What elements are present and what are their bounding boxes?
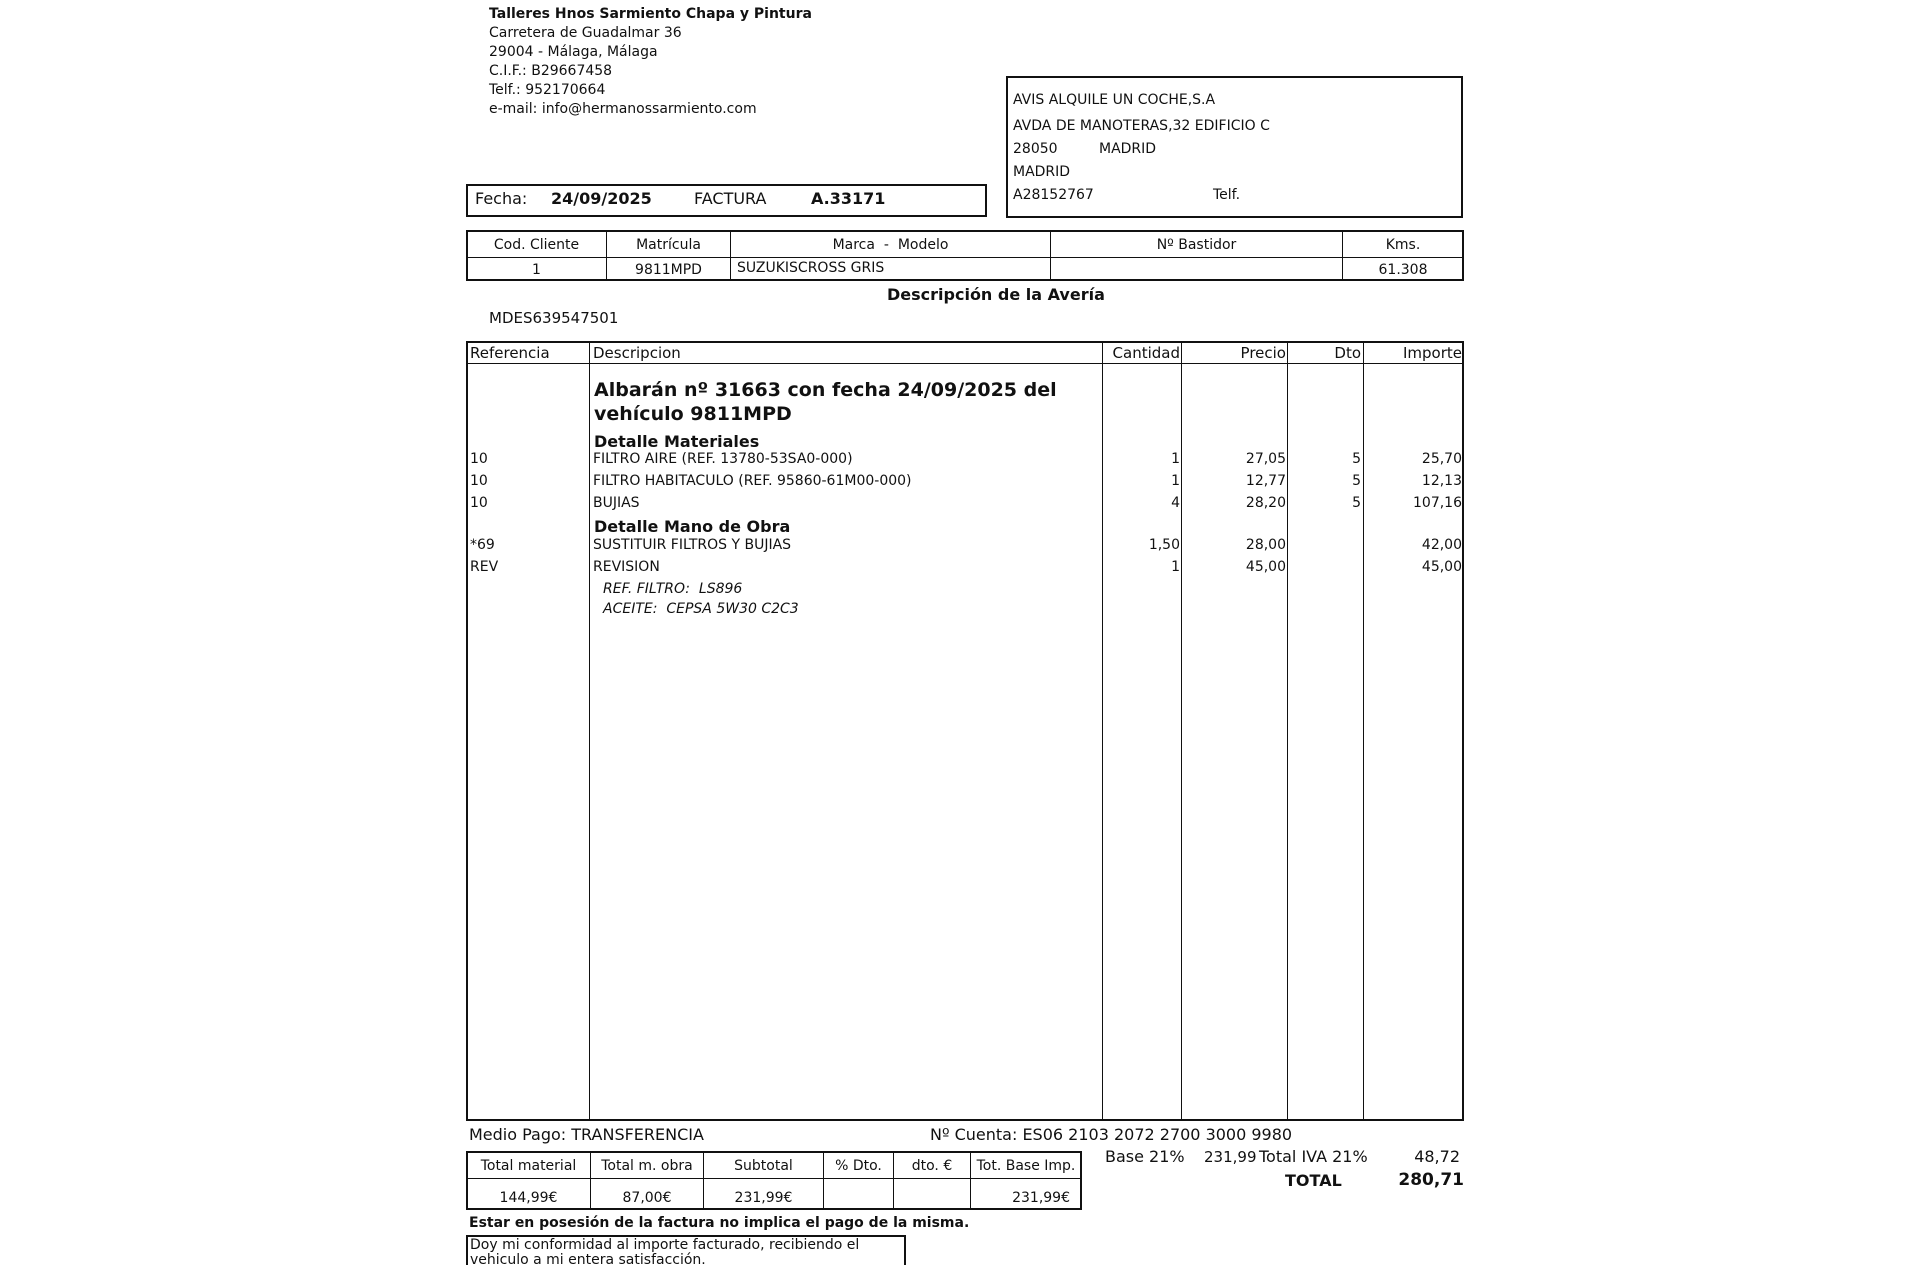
- vehicle-client-code: 1: [532, 262, 541, 278]
- totals-header-tax-base: Tot. Base Imp.: [976, 1158, 1076, 1174]
- totals-subtotal: 231,99€: [734, 1190, 793, 1206]
- totals-labor: 87,00€: [622, 1190, 672, 1206]
- company-name: Talleres Hnos Sarmiento Chapa y Pintura: [489, 6, 812, 22]
- invoice-date: 24/09/2025: [551, 189, 652, 208]
- invoice-date-label: Fecha:: [475, 189, 528, 208]
- totals-material: 144,99€: [499, 1190, 558, 1206]
- client-cif: A28152767: [1013, 187, 1094, 203]
- totals-header-subtotal: Subtotal: [734, 1158, 793, 1174]
- line-ref: *69: [470, 537, 495, 553]
- line-price: 28,20: [1245, 495, 1286, 511]
- line-discount: 5: [1352, 451, 1361, 467]
- line-description: BUJIAS: [593, 495, 640, 511]
- vehicle-kms: 61.308: [1378, 262, 1428, 278]
- base-value: 231,99: [1204, 1148, 1257, 1166]
- line-discount: 5: [1352, 495, 1361, 511]
- vehicle-header-client-code: Cod. Cliente: [493, 237, 580, 253]
- iva-label: Total IVA 21%: [1259, 1147, 1368, 1166]
- line-amount: 107,16: [1413, 495, 1462, 511]
- line-description: REVISION: [593, 559, 660, 575]
- client-city: MADRID: [1099, 141, 1157, 157]
- invoice-type: FACTURA: [694, 189, 767, 208]
- invoice-number: A.33171: [811, 189, 886, 208]
- lines-header-amount: Importe: [1402, 344, 1462, 362]
- line-quantity: 1: [1171, 473, 1180, 489]
- albaran-title-line1: Albarán nº 31663 con fecha 24/09/2025 del: [594, 379, 1057, 401]
- client-address: AVDA DE MANOTERAS,32 EDIFICIO C: [1013, 118, 1270, 134]
- line-amount: 25,70: [1421, 451, 1462, 467]
- vehicle-header-model: Marca - Modelo: [832, 237, 949, 253]
- conformity-line1: Doy mi conformidad al importe facturado, recibiendo el: [470, 1237, 860, 1253]
- payment-method: Medio Pago: TRANSFERENCIA: [469, 1125, 704, 1144]
- line-amount: 45,00: [1421, 559, 1462, 575]
- totals-header-material: Total material: [480, 1158, 577, 1174]
- lines-header-quantity: Cantidad: [1112, 344, 1180, 362]
- totals-header-discount-pct: % Dto.: [835, 1158, 882, 1174]
- client-postal-code: 28050: [1013, 141, 1058, 157]
- lines-header-reference: Referencia: [470, 344, 550, 362]
- line-description: FILTRO AIRE (REF. 13780-53SA0-000): [593, 451, 853, 467]
- iva-value: 48,72: [1414, 1147, 1460, 1166]
- company-address: Carretera de Guadalmar 36: [489, 25, 682, 41]
- line-ref: 10: [470, 473, 488, 489]
- note-oil: ACEITE: CEPSA 5W30 C2C3: [603, 601, 799, 617]
- labor-title: Detalle Mano de Obra: [594, 517, 791, 536]
- company-email: e-mail: info@hermanossarmiento.com: [489, 101, 757, 117]
- total-label: TOTAL: [1285, 1171, 1342, 1190]
- totals-header-labor: Total m. obra: [601, 1158, 693, 1174]
- fault-text: MDES639547501: [489, 309, 619, 327]
- lines-header-description: Descripcion: [593, 344, 681, 362]
- line-description: SUSTITUIR FILTROS Y BUJIAS: [593, 537, 792, 553]
- materials-title: Detalle Materiales: [594, 432, 760, 451]
- albaran-title-line2: vehículo 9811MPD: [594, 403, 792, 425]
- vehicle-model: SUZUKISCROSS GRIS: [737, 260, 885, 276]
- line-discount: 5: [1352, 473, 1361, 489]
- client-phone-label: Telf.: [1213, 187, 1241, 203]
- line-ref: 10: [470, 495, 488, 511]
- company-city: 29004 - Málaga, Málaga: [489, 44, 658, 60]
- lines-header-discount: Dto: [1334, 344, 1361, 362]
- line-price: 27,05: [1245, 451, 1286, 467]
- fault-title: Descripción de la Avería: [887, 285, 1105, 304]
- lines-header-price: Precio: [1240, 344, 1286, 362]
- vehicle-plate: 9811MPD: [635, 262, 702, 278]
- company-cif: C.I.F.: B29667458: [489, 63, 613, 79]
- line-price: 45,00: [1245, 559, 1286, 575]
- vehicle-header-plate: Matrícula: [636, 237, 701, 253]
- bank-account: Nº Cuenta: ES06 2103 2072 2700 3000 9980: [930, 1125, 1293, 1144]
- line-ref: 10: [470, 451, 488, 467]
- line-quantity: 4: [1171, 495, 1180, 511]
- line-price: 28,00: [1245, 537, 1286, 553]
- line-description: FILTRO HABITACULO (REF. 95860-61M00-000): [593, 473, 912, 489]
- total-value: 280,71: [1398, 1170, 1464, 1190]
- totals-tax-base: 231,99€: [1012, 1190, 1070, 1206]
- client-province: MADRID: [1013, 164, 1071, 180]
- payment-notice: Estar en posesión de la factura no implica el pago de la misma.: [469, 1215, 970, 1231]
- company-phone: Telf.: 952170664: [489, 82, 606, 98]
- line-price: 12,77: [1245, 473, 1286, 489]
- line-amount: 12,13: [1421, 473, 1462, 489]
- line-ref: REV: [470, 559, 499, 575]
- base-label: Base 21%: [1105, 1147, 1185, 1166]
- line-amount: 42,00: [1421, 537, 1462, 553]
- note-filter-ref: REF. FILTRO: LS896: [603, 581, 743, 597]
- client-name: AVIS ALQUILE UN COCHE,S.A: [1013, 92, 1216, 108]
- line-quantity: 1: [1171, 559, 1180, 575]
- line-quantity: 1: [1171, 451, 1180, 467]
- vehicle-header-kms: Kms.: [1385, 237, 1421, 253]
- totals-header-discount-eur: dto. €: [911, 1158, 953, 1174]
- vehicle-header-vin: Nº Bastidor: [1156, 237, 1237, 253]
- line-quantity: 1,50: [1148, 537, 1180, 553]
- conformity-line2: vehiculo a mi entera satisfacción.: [470, 1252, 706, 1268]
